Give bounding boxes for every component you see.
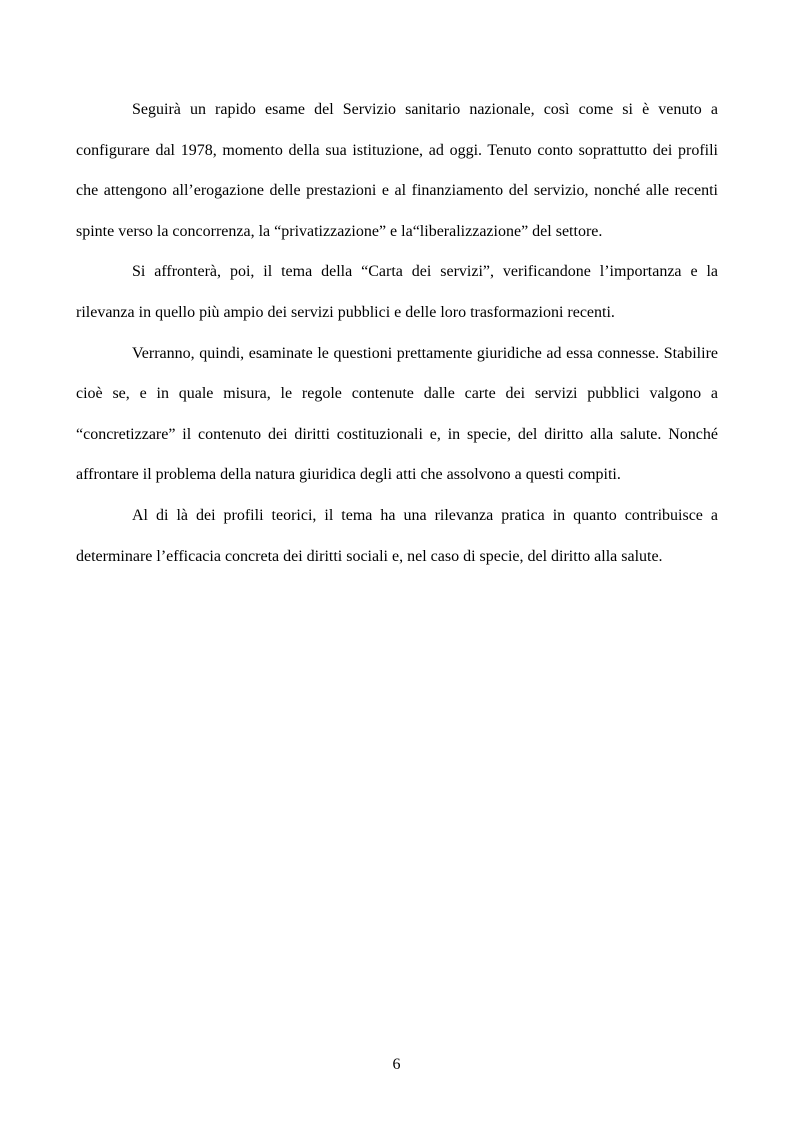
paragraph-ssn-overview: Seguirà un rapido esame del Servizio sanitario nazionale, così come si è venuto a configurare dal 1978, momento della sua istituzione, ad oggi. Tenuto conto soprattutto dei profili che attengono all’erogazione delle prestazioni e al finanziamento del servizio, nonché alle recenti spinte verso la concorrenza, la “privatizzazione” e la“liberalizzazione” del settore.	[76, 101, 718, 240]
paragraph-questioni-giuridiche: Verranno, quindi, esaminate le questioni prettamente giuridiche ad essa connesse. Stabilire cioè se, e in quale misura, le regole contenute dalle carte dei servizi pubblici valgono a “concretizzare” il contenuto dei diritti costituzionali e, in specie, del diritto alla salute. Nonché affrontare il problema della natura giuridica degli atti che assolvono a questi compiti.	[76, 344, 718, 484]
paragraph-rilevanza-pratica: Al di là dei profili teorici, il tema ha una rilevanza pratica in quanto contribuisce a determinare l’efficacia concreta dei diritti sociali e, nel caso di specie, del diritto alla salute.	[76, 506, 718, 565]
body-text	[76, 90, 718, 577]
paragraph-carta-servizi: Si affronterà, poi, il tema della “Carta dei servizi”, verificandone l’importanza e la rilevanza in quello più ampio dei servizi pubblici e delle loro trasformazioni recenti.	[76, 263, 718, 321]
page-number: 6	[392, 1056, 401, 1073]
